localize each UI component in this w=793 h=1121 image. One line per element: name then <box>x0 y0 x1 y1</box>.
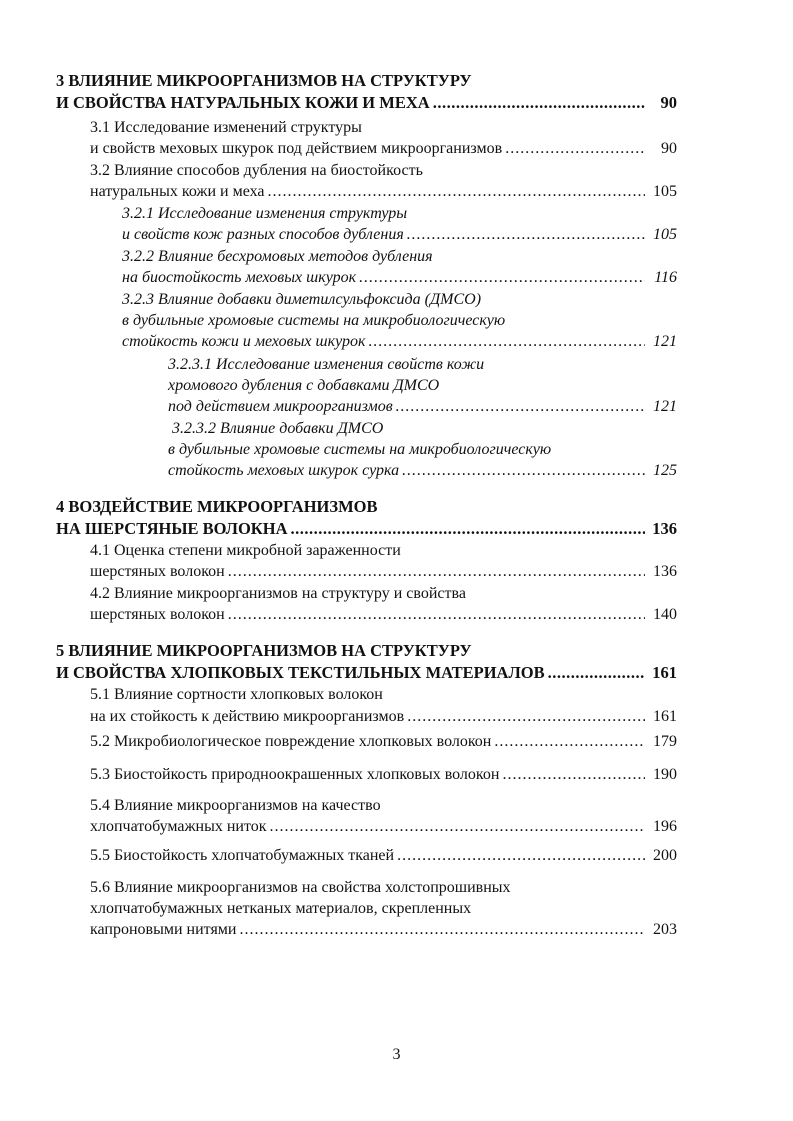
entry-line: 4.1 Оценка степени микробной зараженности <box>90 542 401 559</box>
dot-leader <box>228 561 645 583</box>
page-ref: 140 <box>653 606 677 623</box>
entry-line: хромового дубления с добавками ДМСО <box>168 377 440 394</box>
chapter-title-line: 5 ВЛИЯНИЕ МИКРООРГАНИЗМОВ НА СТРУКТУРУ <box>56 641 472 660</box>
page-ref: 125 <box>653 462 677 479</box>
entry-last-line <box>90 816 677 838</box>
entry-text: под действием микроорганизмов <box>168 398 393 415</box>
entry-text: и свойств кож разных способов дубления <box>122 226 404 243</box>
entry-line: в дубильные хромовые системы на микробиологическую <box>122 312 506 329</box>
page-ref: 179 <box>653 733 677 750</box>
page-ref: 161 <box>653 708 677 725</box>
entry-line: 3.2.1 Исследование изменения структуры <box>122 205 408 222</box>
entry-last-line <box>90 561 677 583</box>
chapter-title-last-line <box>56 518 677 540</box>
entry-line: хлопчатобумажных нетканых материалов, скрепленных <box>90 900 472 917</box>
chapter-title-line: 4 ВОЗДЕЙСТВИЕ МИКРООРГАНИЗМОВ <box>56 497 378 516</box>
dot-leader <box>368 331 645 353</box>
entry-last-line <box>90 764 677 786</box>
entry-last-line <box>90 604 677 626</box>
chapter-title-text: И СВОЙСТВА НАТУРАЛЬНЫХ КОЖИ И МЕХА <box>56 93 430 112</box>
page-ref: 105 <box>653 226 677 243</box>
page-ref: 136 <box>652 519 677 538</box>
entry-line: 3.2.2 Влияние бесхромовых методов дубления <box>122 248 433 265</box>
dot-leader <box>433 92 645 114</box>
entry-line: 5.4 Влияние микроорганизмов на качество <box>90 797 381 814</box>
entry-line: 5.6 Влияние микроорганизмов на свойства холстопрошивных <box>90 879 511 896</box>
entry-text: на их стойкость к действию микроорганизмов <box>90 708 405 725</box>
entry-last-line <box>168 396 677 418</box>
entry-last-line <box>168 460 677 482</box>
page-number: 3 <box>392 1046 401 1063</box>
entry-line: 3.1 Исследование изменений структуры <box>90 119 362 136</box>
chapter-title-last-line <box>56 92 677 114</box>
entry-text: шерстяных волокон <box>90 606 225 623</box>
entry-last-line <box>122 267 677 289</box>
dot-leader <box>407 224 645 246</box>
entry-last-line <box>90 706 677 728</box>
chapter-title-text: И СВОЙСТВА ХЛОПКОВЫХ ТЕКСТИЛЬНЫХ МАТЕРИАЛОВ <box>56 663 545 682</box>
dot-leader <box>359 267 645 289</box>
dot-leader <box>268 181 645 203</box>
chapter-title-line: 3 ВЛИЯНИЕ МИКРООРГАНИЗМОВ НА СТРУКТУРУ <box>56 71 472 90</box>
dot-leader <box>291 518 645 540</box>
page-ref: 105 <box>653 183 677 200</box>
entry-text: шерстяных волокон <box>90 563 225 580</box>
entry-text: стойкость кожи и меховых шкурок <box>122 333 366 350</box>
entry-last-line <box>90 138 677 160</box>
dot-leader <box>270 816 645 838</box>
dot-leader <box>396 396 645 418</box>
page-ref: 136 <box>653 563 677 580</box>
entry-text: 5.5 Биостойкость хлопчатобумажных тканей <box>90 847 395 864</box>
page-ref: 196 <box>653 818 677 835</box>
dot-leader <box>502 764 645 786</box>
entry-text: 5.3 Биостойкость природноокрашенных хлопковых волокон <box>90 766 500 783</box>
page-ref: 90 <box>660 93 677 112</box>
page-ref: 161 <box>652 663 677 682</box>
entry-line: в дубильные хромовые системы на микробиологическую <box>168 441 552 458</box>
page-ref: 90 <box>661 140 677 157</box>
entry-text: натуральных кожи и меха <box>90 183 265 200</box>
page-ref: 200 <box>653 847 677 864</box>
dot-leader <box>407 706 645 728</box>
entry-line: 3.2.3.1 Исследование изменения свойств кожи <box>168 356 485 373</box>
entry-text: стойкость меховых шкурок сурка <box>168 462 400 479</box>
entry-line: 4.2 Влияние микроорганизмов на структуру и свойства <box>90 585 466 602</box>
page-ref: 121 <box>653 398 677 415</box>
entry-last-line <box>90 845 677 867</box>
page-ref: 190 <box>653 766 677 783</box>
entry-text: капроновыми нитями <box>90 921 237 938</box>
dot-leader <box>240 919 646 941</box>
entry-last-line <box>122 224 677 246</box>
dot-leader <box>397 845 645 867</box>
entry-text: 5.2 Микробиологическое повреждение хлопковых волокон <box>90 733 492 750</box>
entry-text: на биостойкость меховых шкурок <box>122 269 357 286</box>
dot-leader <box>402 460 645 482</box>
dot-leader <box>505 138 645 160</box>
entry-last-line <box>90 731 677 753</box>
entry-last-line <box>90 181 677 203</box>
dot-leader <box>494 731 645 753</box>
entry-line: 5.1 Влияние сортности хлопковых волокон <box>90 686 383 703</box>
entry-last-line <box>90 919 677 941</box>
entry-text: и свойств меховых шкурок под действием микроорганизмов <box>90 140 503 157</box>
page-ref: 116 <box>654 269 677 286</box>
page-ref: 121 <box>653 333 677 350</box>
dot-leader <box>228 604 645 626</box>
chapter-title-text: НА ШЕРСТЯНЫЕ ВОЛОКНА <box>56 519 288 538</box>
entry-line: 3.2.3.2 Влияние добавки ДМСО <box>172 420 384 437</box>
page-ref: 203 <box>653 921 677 938</box>
chapter-title-last-line <box>56 662 677 684</box>
entry-line: 3.2 Влияние способов дубления на биостойкость <box>90 162 423 179</box>
entry-line: 3.2.3 Влияние добавки диметилсульфоксида (ДМСО) <box>122 291 482 308</box>
entry-text: хлопчатобумажных ниток <box>90 818 267 835</box>
dot-leader <box>548 662 645 684</box>
entry-last-line <box>122 331 677 353</box>
